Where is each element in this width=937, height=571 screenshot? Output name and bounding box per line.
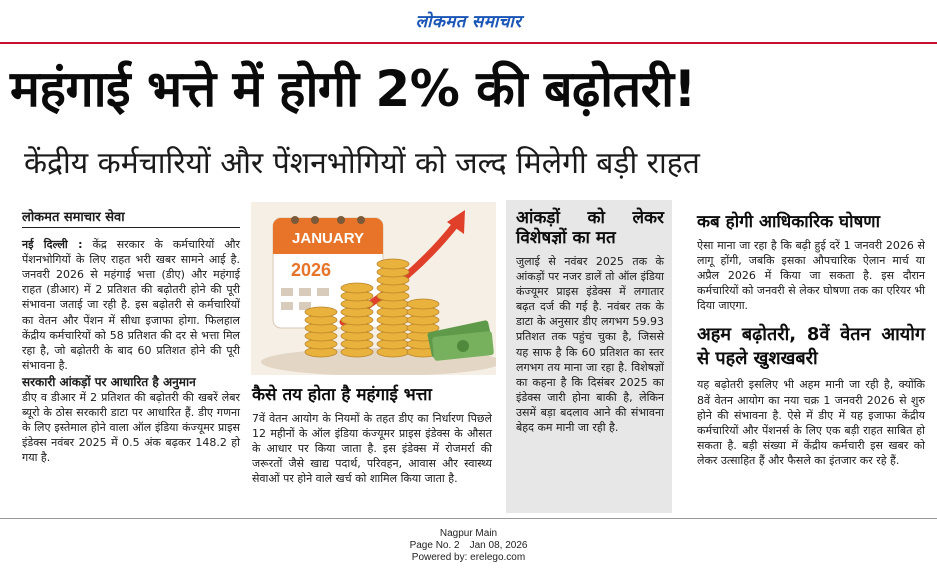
footer-rule	[0, 518, 937, 519]
masthead	[0, 0, 937, 42]
section-heading: आंकड़ों को लेकर विशेषज्ञों का मत	[516, 208, 664, 248]
paragraph: जुलाई से नवंबर 2025 तक के आंकड़ों पर नजर डालें तो ऑल इंडिया कंज्यूमर प्राइस इंडेक्स में लगातार बढ़त दर्ज की गई है. नवंबर तक के डाटा के अनुसार डीए लगभग 59.93 प्रतिशत तक पहुंच चुका है, जिससे यह साफ है कि 60 प्रतिशत का स्तर लगभग तय माना जा रहा है. विशेषज्ञों का कहना है कि दिसंबर 2025 का इंडेक्स जारी होना बाकी है, लेकिन उसमें बड़ा बदलाव आने की संभावना बेहद कम मानी जा रही है.	[516, 255, 664, 435]
coin	[341, 283, 373, 293]
paragraph: यह बढ़ोतरी इसलिए भी अहम मानी जा रही है, क्योंकि 8वें वेतन आयोग का नया चक्र 1 जनवरी 2026 से शुरु होने की संभावना है. ऐसे में डीए में यह इजाफा केंद्रीय कर्मचारियों और पेंशनर्स के लिए एक बड़ी राहत साबित हो सकता है. बड़ी संख्या में केंद्रीय कर्मचारी इस खबर को लेकर उत्साहित हैं और फैसले का इंतजार कर रहे हैं.	[697, 378, 925, 467]
calendar-year: 2026	[290, 260, 332, 280]
byline: लोकमत समाचार सेवा	[22, 210, 240, 228]
headline: महंगाई भत्ते में होगी 2% की बढ़ोतरी!	[10, 60, 696, 118]
footer	[0, 528, 937, 564]
coin	[305, 307, 337, 317]
coin	[407, 299, 439, 309]
dateline: नई दिल्ली :	[22, 238, 83, 252]
middle-column	[252, 385, 492, 486]
newspaper-logo[interactable]: लोकमत समाचार	[415, 12, 522, 32]
issue-date: Jan 08, 2026	[469, 540, 528, 551]
subheadline: केंद्रीय कर्मचारियों और पेंशनभोगियों को जल्द मिलेगी बड़ी राहत	[24, 146, 700, 181]
section-heading: कब होगी आधिकारिक घोषणा	[697, 212, 880, 232]
powered-by-link[interactable]: Powered by: erelego.com	[411, 552, 526, 563]
lead-text: केंद्र सरकार के कर्मचारियों और पेंशनभोगियों के लिए राहत भरी खबर सामने आई है. जनवरी 2026 से महंगाई भत्ता (डीए) और महंगाई राहत (डीआर) में 2 प्रतिशत की बढ़ोतरी होने की पूरी संभावना जताई जा रही है. इस बढ़ोतरी से कर्मचारियों का वेतन और पेंशन में सीधा इजाफा होगा. फिलहाल केंद्रीय कर्मचारियों को 58 प्रतिशत की दर से भत्ता मिल रहा है, जो बढ़ोतरी के बाद 60 प्रतिशत होने की पूरी संभावना है.	[22, 238, 240, 372]
page-info	[0, 540, 937, 552]
lead-paragraph	[22, 237, 240, 373]
section-heading: अहम बढ़ोतरी, 8वें वेतन आयोग से पहले खुशखबरी	[697, 324, 925, 370]
illustration-graphic	[251, 202, 496, 375]
paragraph: 7वें वेतन आयोग के नियमों के तहत डीए का निर्धारण पिछले 12 महीनों के ऑल इंडिया कंज्यूमर प्राइस इंडेक्स के औसत के आधार पर किया जाता है. इस इंडेक्स में रोजमर्रा की जरूरतों जैसे खाद्य पदार्थ, परिवहन, आवास और स्वास्थ्य सेवाओं पर होने वाले खर्च को शामिल किया जाता है.	[252, 412, 492, 486]
edition-name: Nagpur Main	[439, 528, 498, 539]
right-column	[697, 212, 925, 468]
expert-opinion-column	[516, 208, 664, 435]
subsection-title: सरकारी आंकड़ों पर आधारित है अनुमान	[22, 374, 196, 389]
page-number: Page No. 2	[409, 540, 460, 551]
masthead-rule	[0, 42, 937, 44]
coin	[377, 259, 409, 269]
section-heading: कैसे तय होता है महंगाई भत्ता	[252, 385, 432, 405]
left-column	[22, 210, 240, 465]
paragraph: डीए व डीआर में 2 प्रतिशत की बढ़ोतरी की खबरें लेबर ब्यूरो के ठोस सरकारी डाटा पर आधारित हैं. डीए गणना के लिए इस्तेमाल होने वाला ऑल इंडिया कंज्यूमर प्राइस इंडेक्स नवंबर 2025 में 0.5 अंक बढ़कर 148.2 हो गया है.	[22, 390, 240, 465]
paragraph: ऐसा माना जा रहा है कि बढ़ी हुई दरें 1 जनवरी 2026 से लागू होंगी, जबकि इसका औपचारिक ऐलान मार्च या अप्रैल 2026 में किया जा सकता है. इस दौरान कर्मचारियों को जनवरी से लेकर घोषणा तक का एरियर भी दिया जाएगा.	[697, 239, 925, 313]
calendar-month: JANUARY	[292, 230, 364, 247]
calendar-coins-illustration	[251, 202, 496, 375]
